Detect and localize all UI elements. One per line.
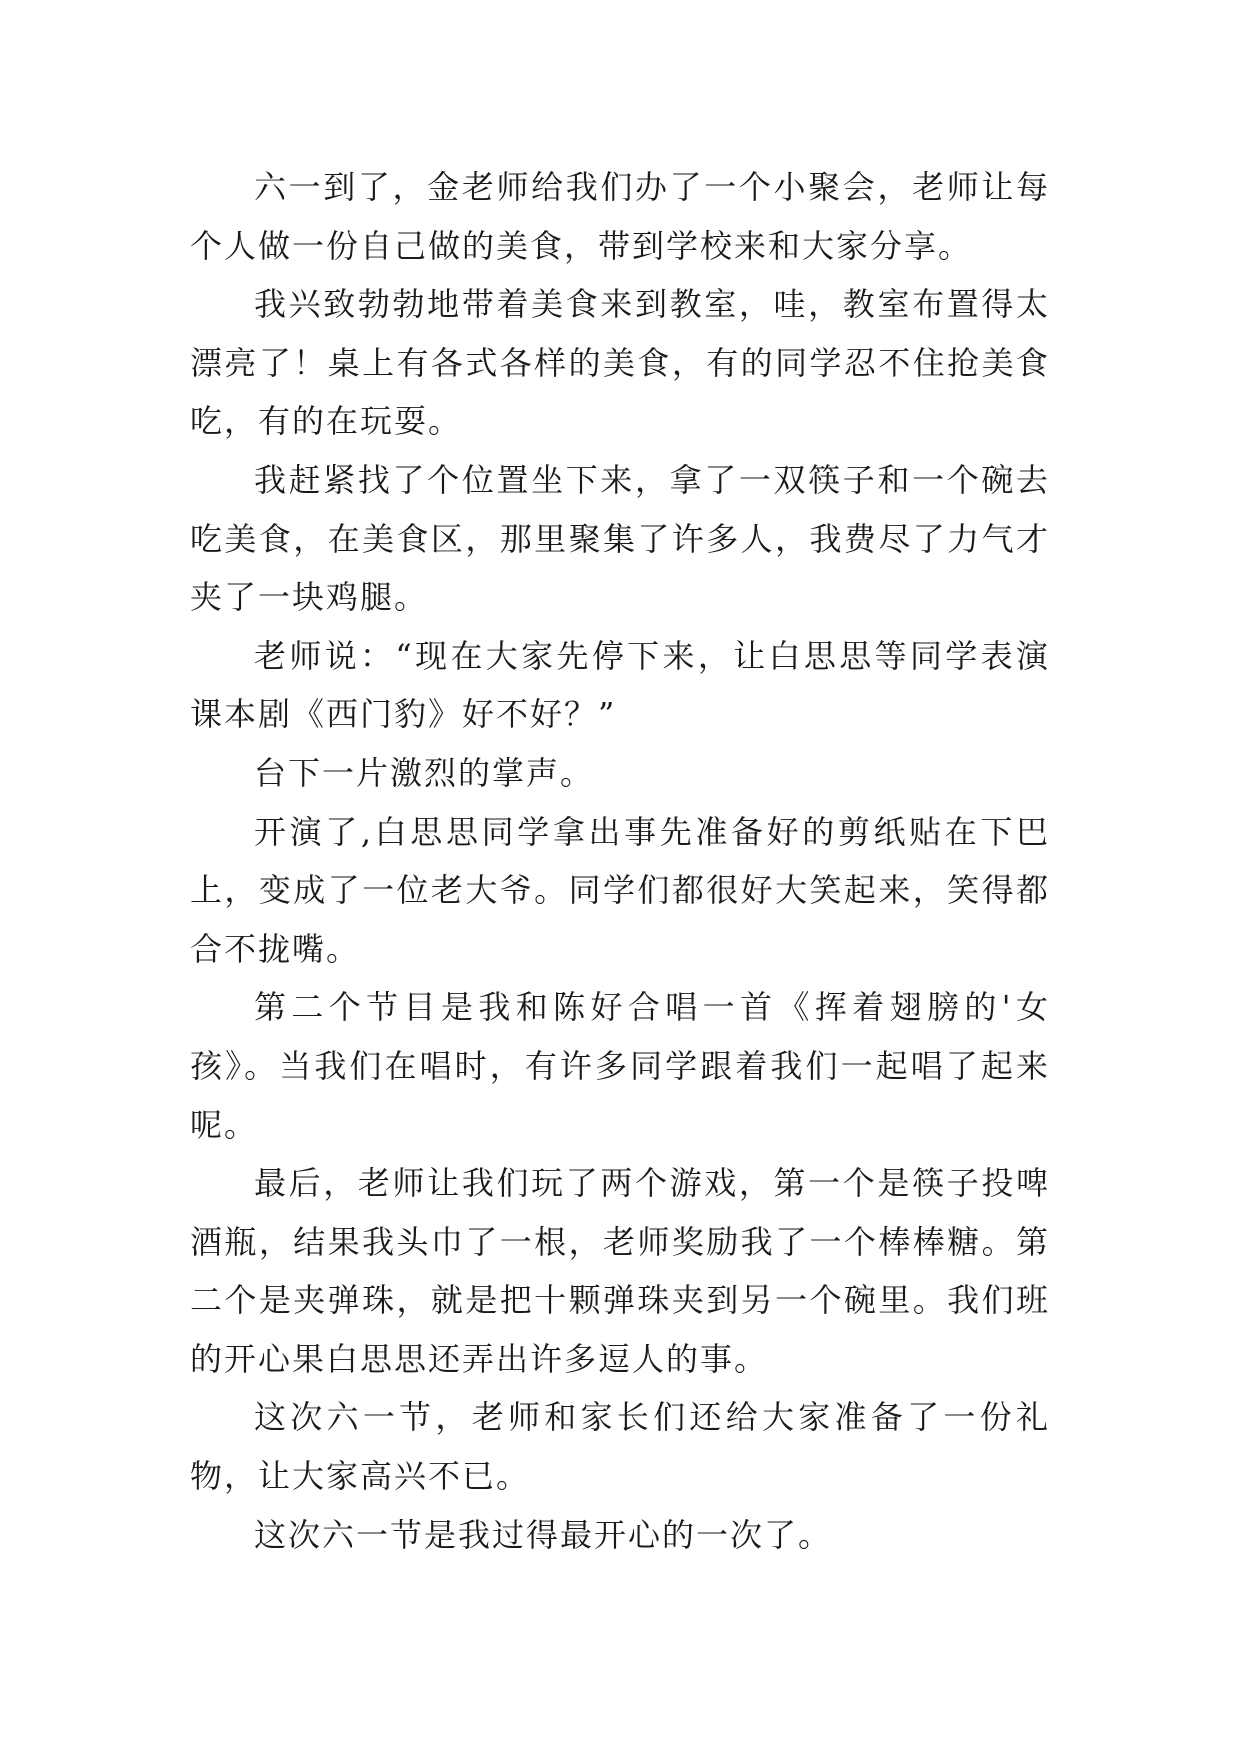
paragraph: 我兴致勃勃地带着美食来到教室，哇，教室布置得太漂亮了！桌上有各式各样的美食，有的同学忍不住抢美食吃，有的在玩耍。 (190, 285, 1050, 441)
paragraph: 老师说：“现在大家先停下来，让白思思等同学表演课本剧《西门豹》好不好？” (190, 636, 1050, 734)
document-body (190, 158, 1050, 1564)
paragraph: 六一到了，金老师给我们办了一个小聚会，老师让每个人做一份自己做的美食，带到学校来和大家分享。 (190, 168, 1050, 265)
paragraph: 第二个节目是我和陈好合唱一首《挥着翅膀的'女孩》。当我们在唱时，有许多同学跟着我们一起唱了起来呢。 (190, 988, 1050, 1144)
paragraph: 开演了,白思思同学拿出事先准备好的剪纸贴在下巴上，变成了一位老大爷。同学们都很好大笑起来，笑得都合不拢嘴。 (190, 812, 1050, 968)
paragraph: 最后，老师让我们玩了两个游戏，第一个是筷子投啤酒瓶，结果我头巾了一根，老师奖励我了一个棒棒糖。第二个是夹弹珠，就是把十颗弹珠夹到另一个碗里。我们班的开心果白思思还弄出许多逗人的事。 (190, 1164, 1050, 1378)
paragraph: 这次六一节，老师和家长们还给大家准备了一份礼物，让大家高兴不已。 (190, 1398, 1050, 1496)
paragraph: 这次六一节是我过得最开心的一次了。 (254, 1515, 833, 1554)
paragraph: 台下一片激烈的掌声。 (254, 753, 595, 792)
paragraph: 我赶紧找了个位置坐下来，拿了一双筷子和一个碗去吃美食，在美食区，那里聚集了许多人，我费尽了力气才夹了一块鸡腿。 (190, 460, 1050, 617)
